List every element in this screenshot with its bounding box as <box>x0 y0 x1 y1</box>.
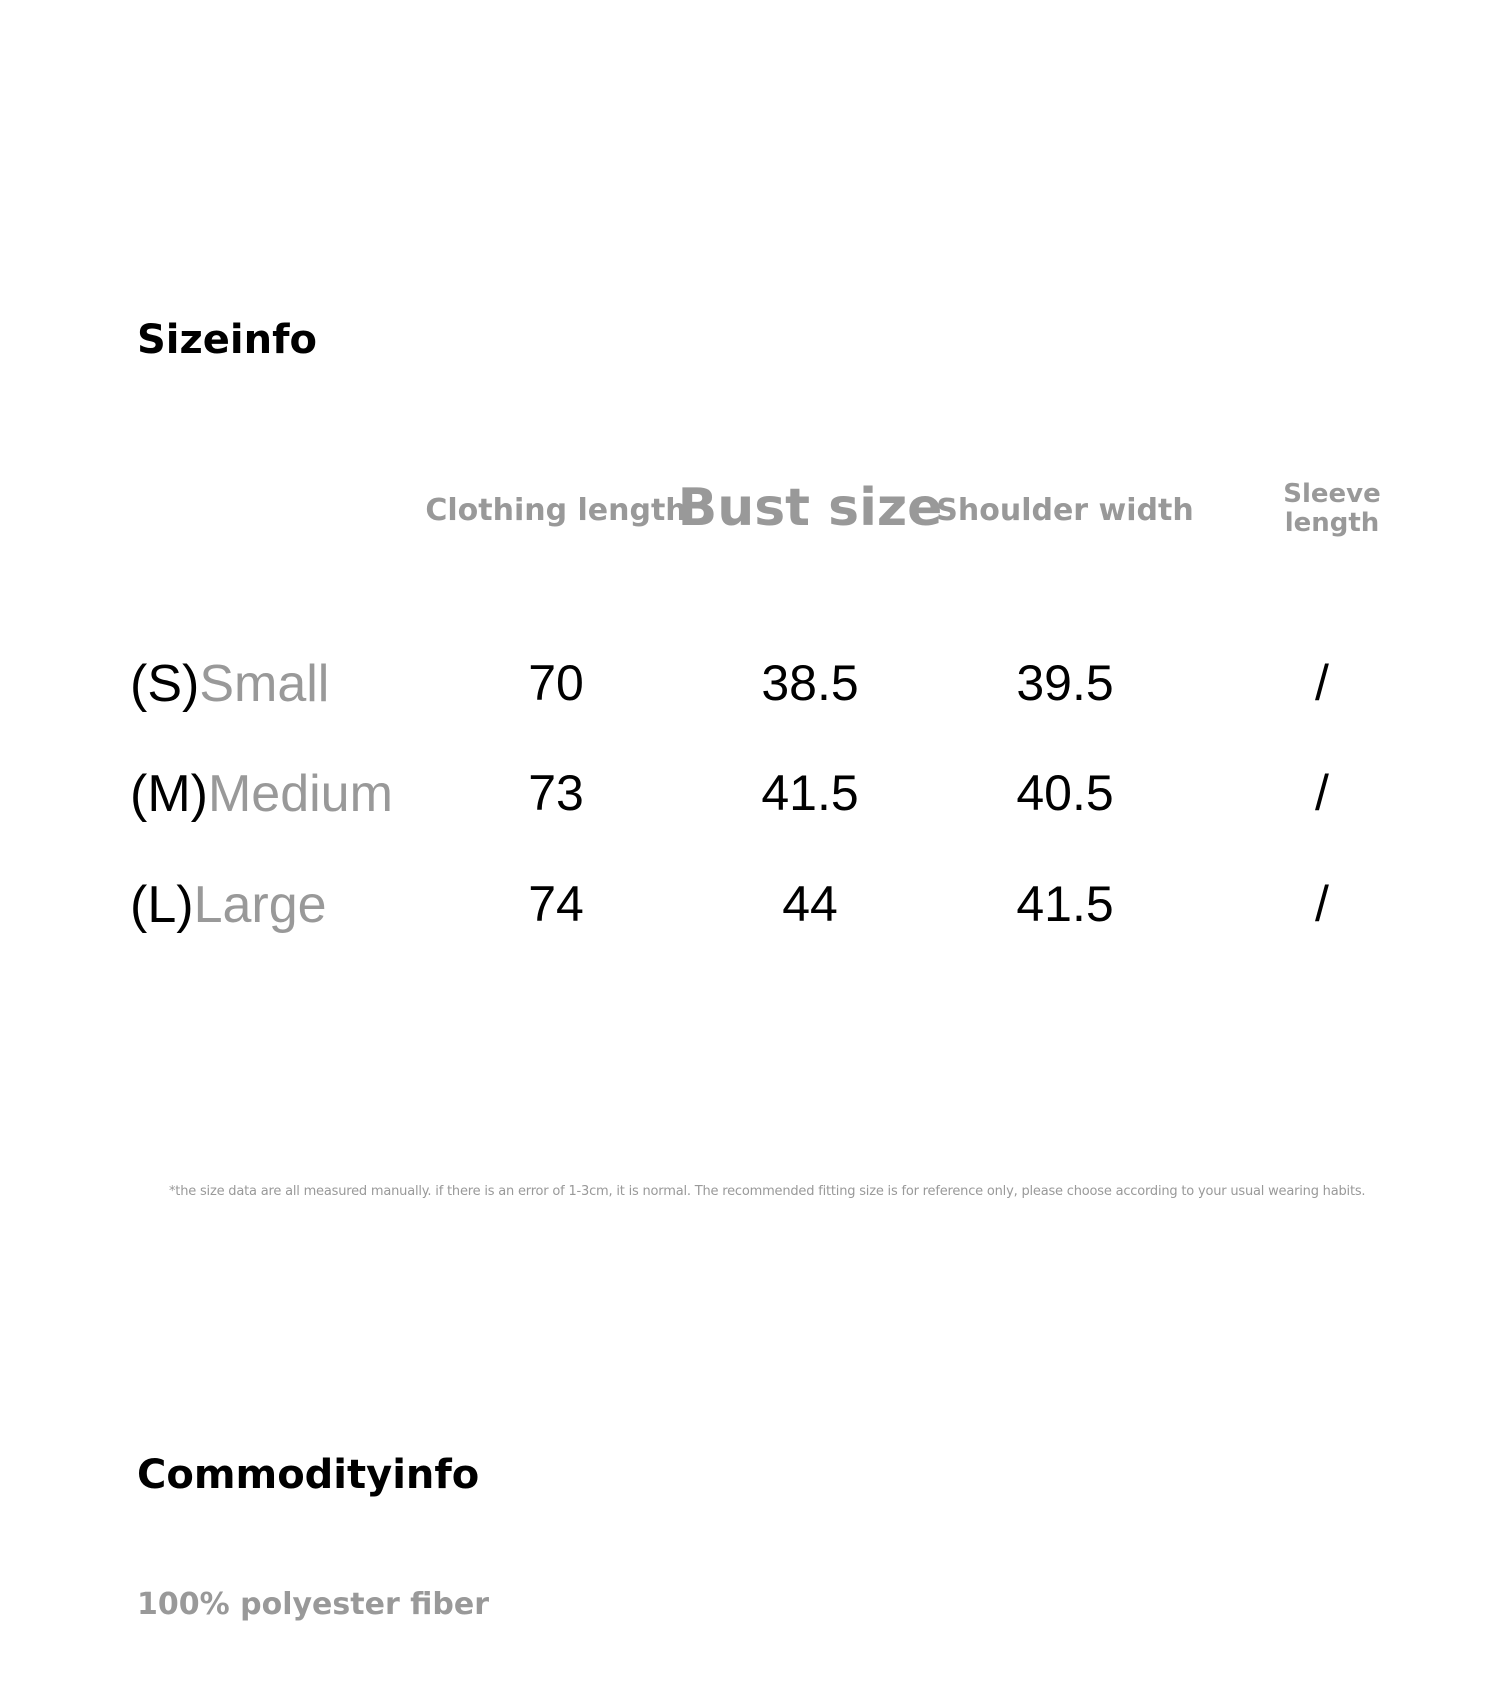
header-sleeve-length: Sleeve length <box>1283 479 1381 539</box>
cell-shoulder-width: 39.5 <box>1016 655 1114 711</box>
cell-clothing-length: 70 <box>528 655 584 711</box>
cell-sleeve-length: / <box>1315 876 1329 932</box>
material-text: 100% polyester fiber <box>137 1587 490 1622</box>
size-label <box>130 655 330 713</box>
cell-clothing-length: 73 <box>528 765 584 821</box>
size-label <box>130 876 327 934</box>
size-info-title: Sizeinfo <box>137 317 317 363</box>
cell-sleeve-length: / <box>1315 765 1329 821</box>
commodity-info-title: Commodityinfo <box>137 1452 480 1498</box>
size-name: Large <box>193 876 327 934</box>
header-clothing-length: Clothing length <box>425 493 687 528</box>
size-code: (S) <box>130 655 200 713</box>
size-name: Medium <box>207 765 393 823</box>
size-name: Small <box>199 655 330 713</box>
cell-clothing-length: 74 <box>528 876 584 932</box>
cell-shoulder-width: 40.5 <box>1016 765 1114 821</box>
header-shoulder-width: Shoulder width <box>936 493 1194 528</box>
cell-bust-size: 44 <box>782 876 838 932</box>
header-bust-size: Bust size <box>677 478 943 538</box>
size-code: (M) <box>130 765 208 823</box>
cell-shoulder-width: 41.5 <box>1016 876 1114 932</box>
size-label <box>130 765 393 823</box>
cell-sleeve-length: / <box>1315 655 1329 711</box>
cell-bust-size: 41.5 <box>761 765 859 821</box>
measurement-note: *the size data are all measured manually. if there is an error of 1-3cm, it is normal. The recommended fitting size is for reference only, please choose according to your usual wearing habits. <box>169 1184 1366 1199</box>
cell-bust-size: 38.5 <box>761 655 859 711</box>
size-code: (L) <box>130 876 194 934</box>
